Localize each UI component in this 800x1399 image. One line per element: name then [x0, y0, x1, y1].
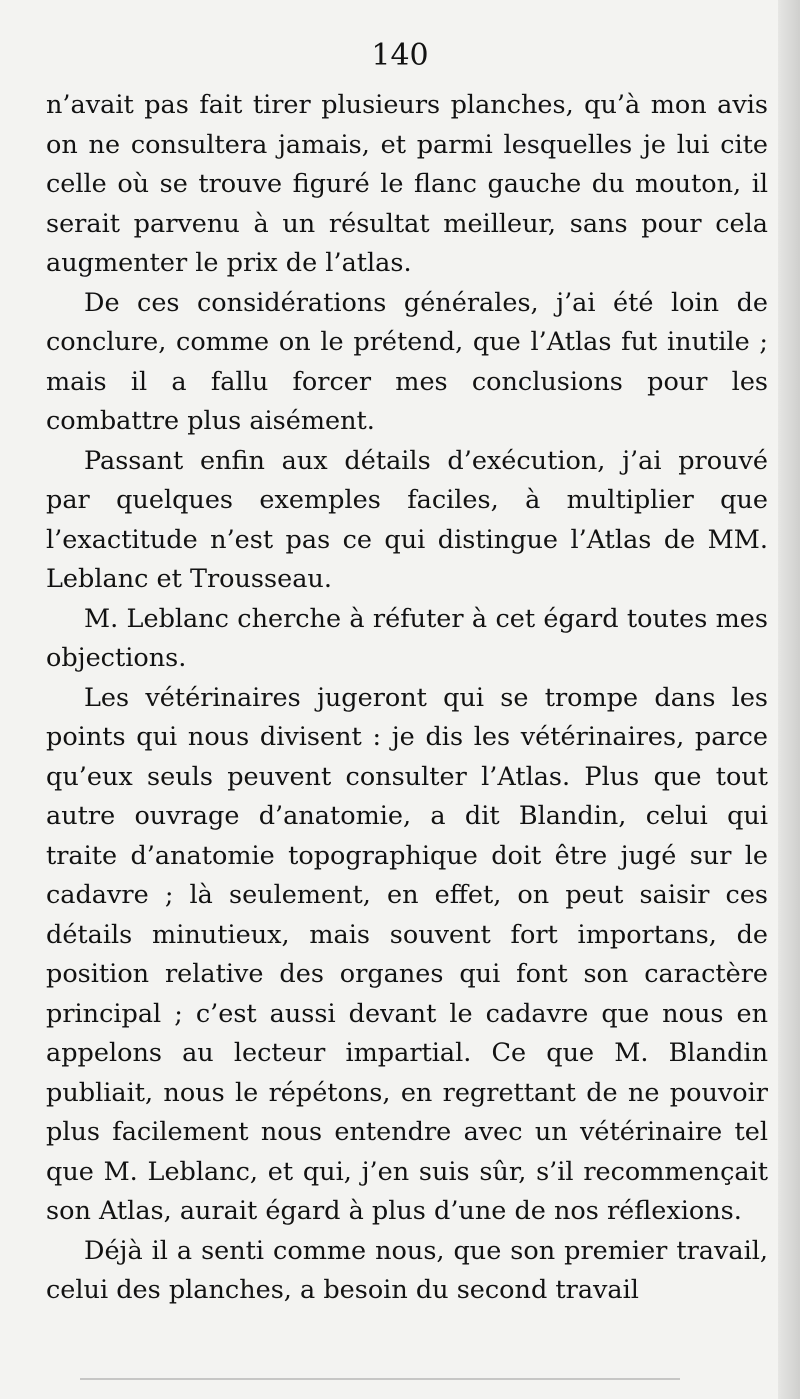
- paragraph-execution-details: Passant enfin aux détails d’exécution, j’ai prouvé par quelques exemples faciles, à multiplier que l’exactitude n’est pas ce qui distingue l’Atlas de MM. Leblanc et Trousseau.: [46, 445, 768, 594]
- paragraph-first-work: Déjà il a senti comme nous, que son premier travail, celui des planches, a besoin du second travail: [46, 1235, 768, 1305]
- paragraph-veterinarians: Les vétérinaires jugeront qui se trompe dans les points qui nous divisent : je dis les vétérinaires, parce qu’eux seuls peuvent consulter l’Atlas. Plus que tout autre ouvrage d’anatomie, a dit Blandin, celui qui traite d’anatomie topographique doit être jugé sur le cadavre ; là seulement, en effet, on peut saisir ces détails minutieux, mais souvent fort importans, de position relative des organes qui font son caractère principal ; c’est aussi devant le cadavre que nous en appelons au lecteur impartial. Ce que M. Blandin publiait, nous le répétons, en regrettant de ne pouvoir plus facilement nous entendre avec un vétérinaire tel que M. Leblanc, et qui, j’en suis sûr, s’il recommençait son Atlas, aurait égard à plus d’une de nos réflexions.: [46, 682, 768, 1226]
- page-body: [46, 86, 768, 1311]
- paragraph-continuation: n’avait pas fait tirer plusieurs planches, qu’à mon avis on ne consultera jamais, et parmi lesquelles je lui cite celle où se trouve figuré le flanc gauche du mouton, il serait parvenu à un résultat meilleur, sans pour cela augmenter le prix de l’atlas.: [46, 90, 768, 278]
- page-number: 140: [371, 38, 429, 73]
- page-edge-shadow: [778, 0, 800, 1399]
- paragraph-leblanc-objections: M. Leblanc cherche à réfuter à cet égard toutes mes objections.: [46, 603, 768, 673]
- bottom-rule: [80, 1378, 680, 1380]
- paragraph-considerations: De ces considérations générales, j’ai été loin de conclure, comme on le prétend, que l’Atlas fut inutile ; mais il a fallu forcer mes conclusions pour les combattre plus aisément.: [46, 287, 768, 436]
